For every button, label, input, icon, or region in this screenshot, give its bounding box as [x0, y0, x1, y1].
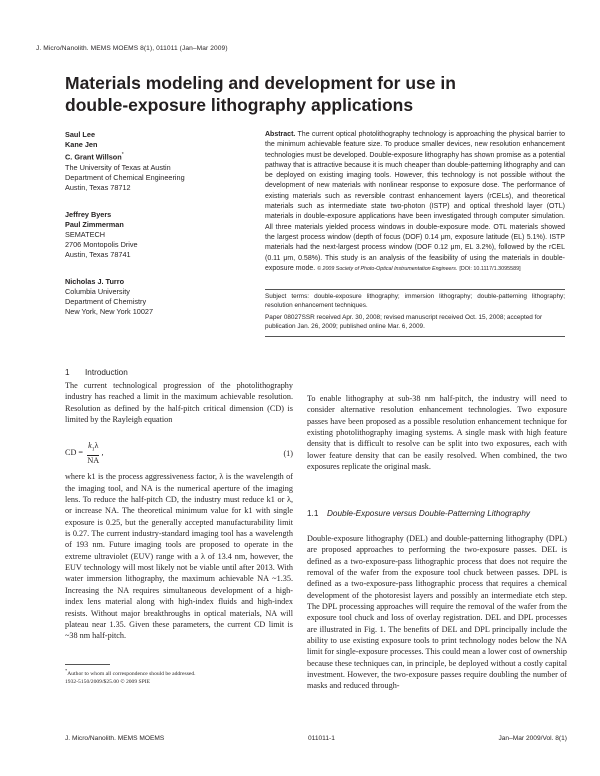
subsection-title: Double-Exposure versus Double-Patterning Lithography [327, 509, 530, 518]
equation-denominator: NA [87, 456, 100, 466]
footnote-marker: * [65, 668, 68, 673]
subject-terms: Subject terms: double-exposure lithography; immersion lithography; double-patterning lithography; resolution enhancement techniques. [265, 293, 565, 310]
affiliation-line: The University of Texas at Austin [65, 163, 171, 173]
history-divider [265, 336, 565, 337]
paper-title [65, 72, 535, 116]
equation-lhs: CD = [65, 448, 84, 458]
author-name: Nicholas J. Turro [65, 276, 125, 286]
footnote-text: Author to whom all correspondence should be addressed. [67, 670, 196, 677]
paper-history: Paper 08027SSR received Apr. 30, 2008; revised manuscript received Oct. 15, 2008; accepted for publication Jan. 26, 2009; published online Mar. 6, 2009. [265, 314, 543, 331]
body-paragraph: To enable lithography at sub-38 nm half-pitch, the industry will need to consider alternative resolution enhancement technologies. Two exposure passes have been proposed as a possible resolution enhancement technique for existing photolithography imaging systems. A single mask with high feature density that is difficult to resolve can be split into two exposures, each with lower feature density that can be easily resolved. When combined, the two exposures replicate the original mask. [307, 394, 567, 472]
author-name: Jeffrey Byers [65, 209, 112, 219]
subsection-heading [307, 509, 567, 520]
section-heading [65, 368, 128, 377]
author-name: Saul Lee [65, 130, 96, 139]
left-column [65, 380, 293, 642]
footnote [65, 667, 295, 687]
doi: [DOI: 10.1117/1.3095589] [459, 265, 521, 272]
right-column-continued [307, 533, 567, 692]
rayleigh-equation [65, 431, 293, 471]
section-title: Introduction [85, 368, 128, 377]
right-column [307, 393, 567, 472]
footnote-marker: * [121, 152, 124, 159]
footnote-rule [65, 664, 110, 665]
affiliation-line: Austin, Texas 78712 [65, 183, 131, 193]
affiliation-line: Austin, Texas 78741 [65, 250, 131, 260]
equation-number: (1) [283, 449, 293, 459]
equation-numerator: $k_1\lambda$ [87, 441, 99, 456]
abstract [265, 130, 565, 274]
author-name: C. Grant Willson [65, 152, 122, 162]
author-group-3 [65, 277, 255, 318]
footer-journal: J. Micro/Nanolith. MEMS MOEMS [65, 735, 165, 742]
section-number: 1 [65, 368, 70, 377]
subsection-number: 1.1 [307, 509, 319, 518]
copyright-notice: © 2009 Society of Photo-Optical Instrumentation Engineers. [317, 265, 458, 272]
author-group-1 [65, 130, 255, 194]
affiliation-line: Columbia University [65, 286, 130, 296]
abstract-divider [265, 289, 565, 290]
issn-line: 1932-5150/2009/$25.00 © 2009 SPIE [65, 679, 151, 686]
author-block [65, 130, 255, 333]
body-paragraph: Double-exposure lithography (DEL) and double-patterning lithography (DPL) are proposed approaches to performing the two-exposure passes. DEL is defined as a two-exposure-pass lithographic process that does not require the removal of the wafer from the exposure tool chuck between passes. DPL is defined as a two-exposure-pass lithographic process that requires a chemical development of the photoresist layers and possibly an intermediate etch step. The DPL processing approaches will require the removal of the wafer from the exposure tool chuck and loss of overlay registration. DEL and DPL processes are illustrated in Fig. 1. The benefits of DEL and DPL principally include the ability to use existing exposure tools to print technology nodes below the NA limit for single-exposure processes. This could mean a lower cost of ownership because these techniques can, in principle, be deployed without a costly capital investment. However, the two-exposure passes require doubling the number of masks and reduced through- [307, 534, 567, 691]
footer-page-id: 011011-1 [308, 735, 335, 742]
body-paragraph: where k1 is the process aggressiveness factor, λ is the wavelength of the imaging tool, and NA is the numerical aperture of the imaging lens. To reduce the half-pitch CD, the industry must reduce k1 or λ, or increase NA. The theoretical minimum value for k1 with single exposure is 0.25, but the generally accepted manufacturability limit is 0.27. The current industry-standard imaging tool has a wavelength of 193 nm. Future imaging tools are proposed to operate in the extreme ultraviolet (EUV) range with a λ of 13.4 nm, however, the EUV technology will most likely not be viable until after 2013. With water immersion lithography, the maximum achievable NA ~1.35. Increasing the NA requires simultaneous development of a high-index lens material along with high-index fluids and high-index resists. Without major breakthroughs in optical materials, NA will plateau near 1.35. Given these parameters, the current CD limit is ~38 nm half-pitch. [65, 472, 293, 641]
author-group-2 [65, 210, 255, 261]
running-header: J. Micro/Nanolith. MEMS MOEMS 8(1), 011011 (Jan–Mar 2009) [36, 45, 228, 52]
affiliation-line: New York, New York 10027 [65, 307, 154, 317]
title-line-1: Materials modeling and development for use in [65, 73, 456, 93]
affiliation-line: Department of Chemical Engineering [65, 173, 185, 183]
intro-paragraph: The current technological progression of the photolithography industry has reached a limit in the maximum achievable resolution. Resolution as defined by the half-pitch critical dimension (CD) is limited by the Rayleigh equation [65, 381, 293, 425]
author-name: Kane Jen [65, 140, 98, 150]
equation-comma: , [101, 448, 104, 458]
affiliation-line: SEMATECH [65, 230, 106, 240]
affiliation-line: Department of Chemistry [65, 297, 147, 307]
abstract-label: Abstract. [265, 131, 296, 138]
author-name: Paul Zimmerman [65, 219, 124, 229]
abstract-body: The current optical photolithography technology is approaching the physical barrier to the minimum achievable feature size. To produce smaller devices, new resolution enhancement technologies must be developed. Double-exposure lithography has shown promise as a potential pathway that is attractive because it is much cheaper than double-patterning lithography and can be deployed on existing imaging tools. However, this technology is not possible without the development of new materials with nonlinear response to exposure dose. The performance of existing materials such as reversible contrast enhancement layers (rCELs), and theoretical materials such as intermediate state two-photon (ISTP) and optical threshold layer (OTL) materials in double-exposure applications have been investigated through computer simulation. All three materials yielded process windows in double-exposure mode. OTL materials showed the largest process window (depth of focus (DOF) 0.14 μm, exposure latitude (EL) 5.1%). ISTP materials had the next-largest process window (DOF 0.12 μm, EL 3.2%), followed by the rCEL (0.11 μm, 0.58%). This study is an analysis of the feasibility of using the materials in double-exposure mode. [265, 131, 565, 272]
equation-fraction [87, 441, 99, 466]
title-line-2: double-exposure lithography applications [65, 95, 414, 115]
footer-volume: Jan–Mar 2009/Vol. 8(1) [498, 735, 567, 742]
affiliation-line: 2706 Montopolis Drive [65, 240, 138, 250]
